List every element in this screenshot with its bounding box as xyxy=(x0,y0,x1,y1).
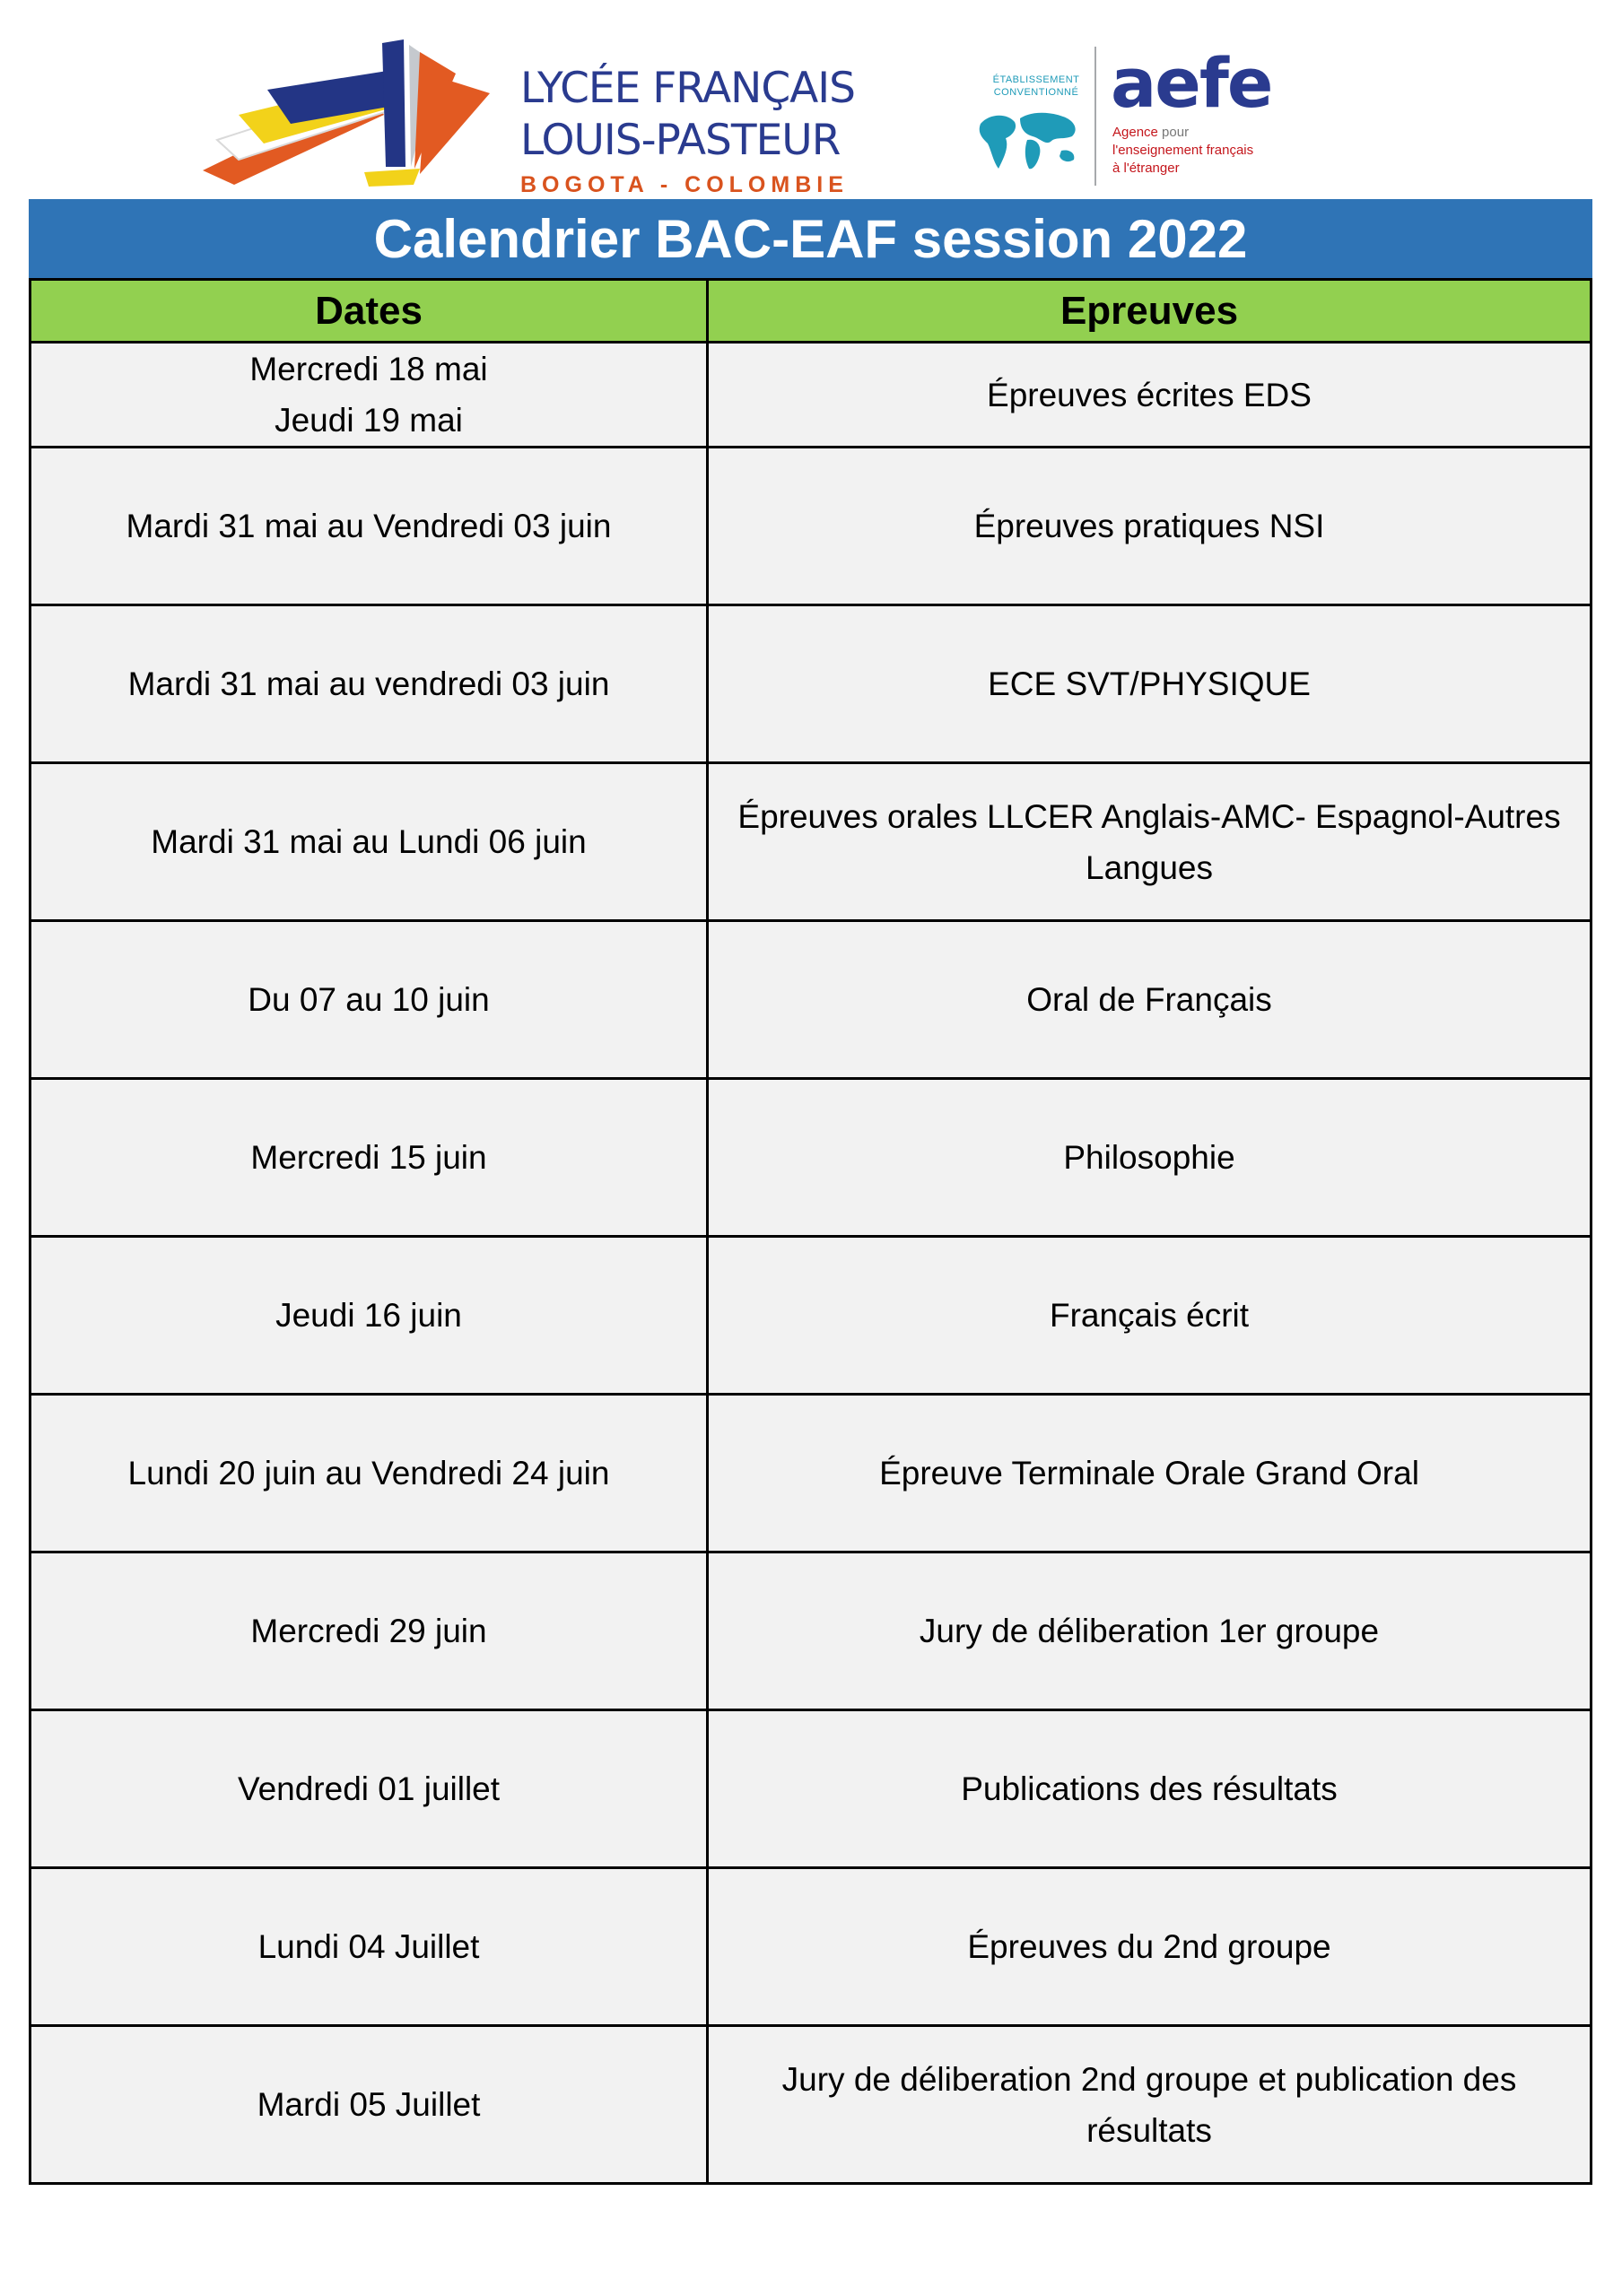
table-row xyxy=(31,2026,1591,2184)
aefe-tag-line3: à l'étranger xyxy=(1112,161,1180,176)
date-cell: Mardi 31 mai au Vendredi 03 juin xyxy=(31,448,708,605)
aefe-separator xyxy=(1094,47,1096,186)
table-row xyxy=(31,605,1591,763)
school-name-line2: LOUIS-PASTEUR xyxy=(520,116,841,165)
table-row xyxy=(31,921,1591,1079)
world-map-icon xyxy=(973,106,1083,176)
epreuve-cell: Épreuve Terminale Orale Grand Oral xyxy=(708,1395,1591,1552)
epreuve-cell: Épreuves écrites EDS xyxy=(708,343,1591,448)
book-logo-icon xyxy=(185,34,499,196)
table-row xyxy=(31,1395,1591,1552)
aefe-tag-pour: pour xyxy=(1162,125,1190,140)
table-row xyxy=(31,1552,1591,1710)
date-line: Jeudi 19 mai xyxy=(275,402,463,439)
aefe-caption xyxy=(978,74,1094,99)
date-cell: Du 07 au 10 juin xyxy=(31,921,708,1079)
aefe-wordmark: aefe xyxy=(1111,43,1272,123)
date-cell: Jeudi 16 juin xyxy=(31,1237,708,1395)
column-header-row xyxy=(31,280,1591,343)
table-row xyxy=(31,1079,1591,1237)
school-name xyxy=(520,63,897,198)
date-cell xyxy=(31,343,708,448)
epreuve-cell: ECE SVT/PHYSIQUE xyxy=(708,605,1591,763)
date-line: Mercredi 18 mai xyxy=(249,351,488,387)
school-name-line1: LYCÉE FRANÇAIS xyxy=(520,64,855,113)
title-row xyxy=(31,199,1591,280)
aefe-tagline xyxy=(1112,124,1253,178)
table-row xyxy=(31,1710,1591,1868)
table-row xyxy=(31,1868,1591,2026)
epreuve-cell: Oral de Français xyxy=(708,921,1591,1079)
column-header-epreuves: Epreuves xyxy=(708,280,1591,343)
column-header-dates: Dates xyxy=(31,280,708,343)
table-row xyxy=(31,343,1591,448)
epreuve-cell: Jury de déliberation 2nd groupe et publication des résultats xyxy=(708,2026,1591,2184)
date-cell: Lundi 20 juin au Vendredi 24 juin xyxy=(31,1395,708,1552)
exam-calendar-table xyxy=(29,199,1592,2185)
epreuve-cell: Jury de déliberation 1er groupe xyxy=(708,1552,1591,1710)
date-cell: Mercredi 15 juin xyxy=(31,1079,708,1237)
epreuve-cell: Épreuves orales LLCER Anglais-AMC- Espagnol-Autres Langues xyxy=(708,763,1591,921)
date-cell: Mardi 05 Juillet xyxy=(31,2026,708,2184)
school-city: BOGOTA - COLOMBIE xyxy=(520,172,849,197)
page-header xyxy=(0,0,1622,199)
aefe-caption-line1: ÉTABLISSEMENT xyxy=(992,74,1080,85)
date-cell: Mercredi 29 juin xyxy=(31,1552,708,1710)
epreuve-cell: Publications des résultats xyxy=(708,1710,1591,1868)
date-cell: Vendredi 01 juillet xyxy=(31,1710,708,1868)
aefe-caption-line2: CONVENTIONNÉ xyxy=(993,87,1079,98)
table-row xyxy=(31,448,1591,605)
date-cell: Mardi 31 mai au vendredi 03 juin xyxy=(31,605,708,763)
aefe-tag-line2: l'enseignement français xyxy=(1112,143,1254,158)
page-title: Calendrier BAC-EAF session 2022 xyxy=(31,199,1591,280)
epreuve-cell: Épreuves pratiques NSI xyxy=(708,448,1591,605)
aefe-tag-agence: Agence xyxy=(1112,125,1158,140)
epreuve-cell: Philosophie xyxy=(708,1079,1591,1237)
table-row xyxy=(31,1237,1591,1395)
date-cell: Mardi 31 mai au Lundi 06 juin xyxy=(31,763,708,921)
epreuve-cell: Épreuves du 2nd groupe xyxy=(708,1868,1591,2026)
epreuve-cell: Français écrit xyxy=(708,1237,1591,1395)
table-row xyxy=(31,763,1591,921)
date-cell: Lundi 04 Juillet xyxy=(31,1868,708,2026)
